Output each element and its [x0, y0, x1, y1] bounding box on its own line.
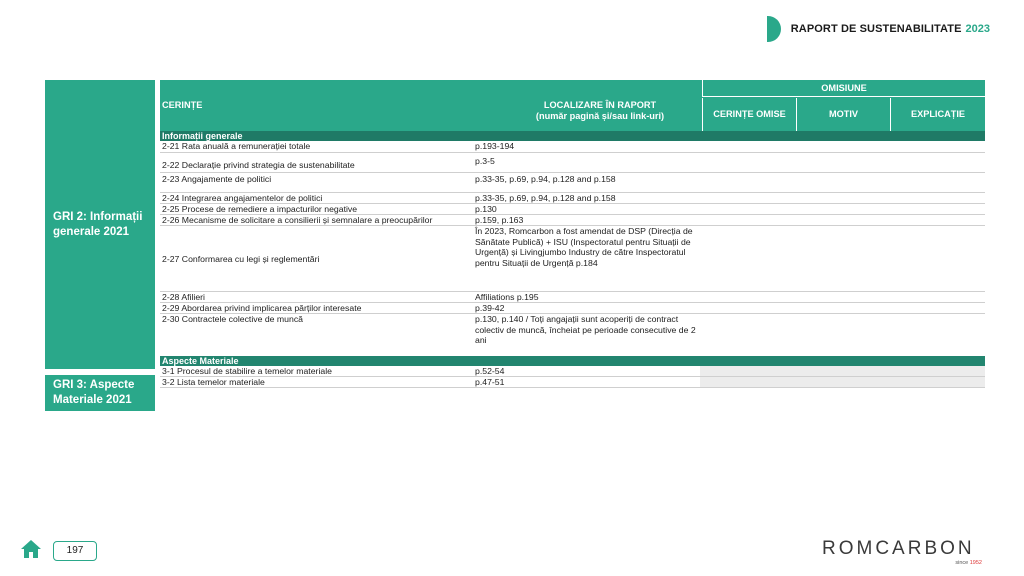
table-row: 2-26 Mecanisme de solicitare a consilierii și semnalare a preocupărilor p.159, p.163 — [160, 215, 985, 226]
report-year: 2023 — [965, 23, 990, 35]
table-row: 2-27 Conformarea cu legi și reglementări În 2023, Romcarbon a fost amendat de DSP (Direcția de Sănătate Publică) + ISU (Inspectoratul pentru Situații de Urgență) și Livingjumbo Industry de către Inspectoratul pentru Situații de Urgență p.184 — [160, 226, 985, 292]
header-logo-mark-icon — [767, 16, 781, 42]
report-title: RAPORT DE SUSTENABILITATE — [790, 23, 962, 35]
header-localizare: LOCALIZARE ÎN RAPORT (număr pagină și/sau link-uri) — [535, 100, 665, 121]
logo-since: since 1952 — [955, 560, 982, 566]
table-row: 2-21 Rata anuală a remunerației totale p.193-194 — [160, 141, 985, 153]
table-row: 2-23 Angajamente de politici p.33-35, p.69, p.94, p.128 and p.158 — [160, 173, 985, 193]
header-motiv: MOTIV — [796, 98, 890, 131]
gri-3-label: GRI 3: Aspecte Materiale 2021 — [45, 375, 155, 411]
table-row: 2-30 Contractele colective de muncă p.130, p.140 / Toți angajații sunt acoperiți de contract colectiv de muncă, încheiat pe perioade consecutive de 2 ani — [162, 314, 696, 345]
table-row: 2-28 Afilieri Affiliations p.195 — [160, 292, 985, 303]
report-header — [767, 16, 990, 42]
page-number: 197 — [53, 541, 97, 561]
header-omisiune: OMISIUNE — [702, 80, 985, 97]
gri-2-label: GRI 2: Informații generale 2021 — [45, 80, 155, 369]
gri-index-table — [160, 80, 985, 388]
section-aspecte-materiale: Aspecte Materiale — [160, 356, 985, 366]
romcarbon-logo — [822, 536, 982, 570]
header-explicatie: EXPLICAȚIE — [890, 98, 985, 131]
header-cerinte: CERINȚE — [162, 100, 203, 110]
home-icon[interactable] — [20, 539, 42, 559]
table-row: 2-25 Procese de remediere a impacturilor negative p.130 — [160, 204, 985, 215]
header-cerinte-omise: CERINȚE OMISE — [702, 98, 796, 131]
logo-text: ROMCARBON — [822, 538, 975, 559]
table-row: 3-2 Lista temelor materiale p.47-51 — [160, 377, 985, 388]
table-row: 2-29 Abordarea privind implicarea părților interesate p.39-42 — [160, 303, 985, 314]
table-row: 3-1 Procesul de stabilire a temelor materiale p.52-54 — [160, 366, 985, 377]
table-row: 2-22 Declarație privind strategia de sustenabilitate p.3-5 — [160, 153, 985, 173]
section-informatii-generale: Informații generale — [160, 131, 985, 141]
table-header — [160, 80, 985, 131]
table-row: 2-24 Integrarea angajamentelor de politici p.33-35, p.69, p.94, p.128 and p.158 — [160, 193, 985, 204]
